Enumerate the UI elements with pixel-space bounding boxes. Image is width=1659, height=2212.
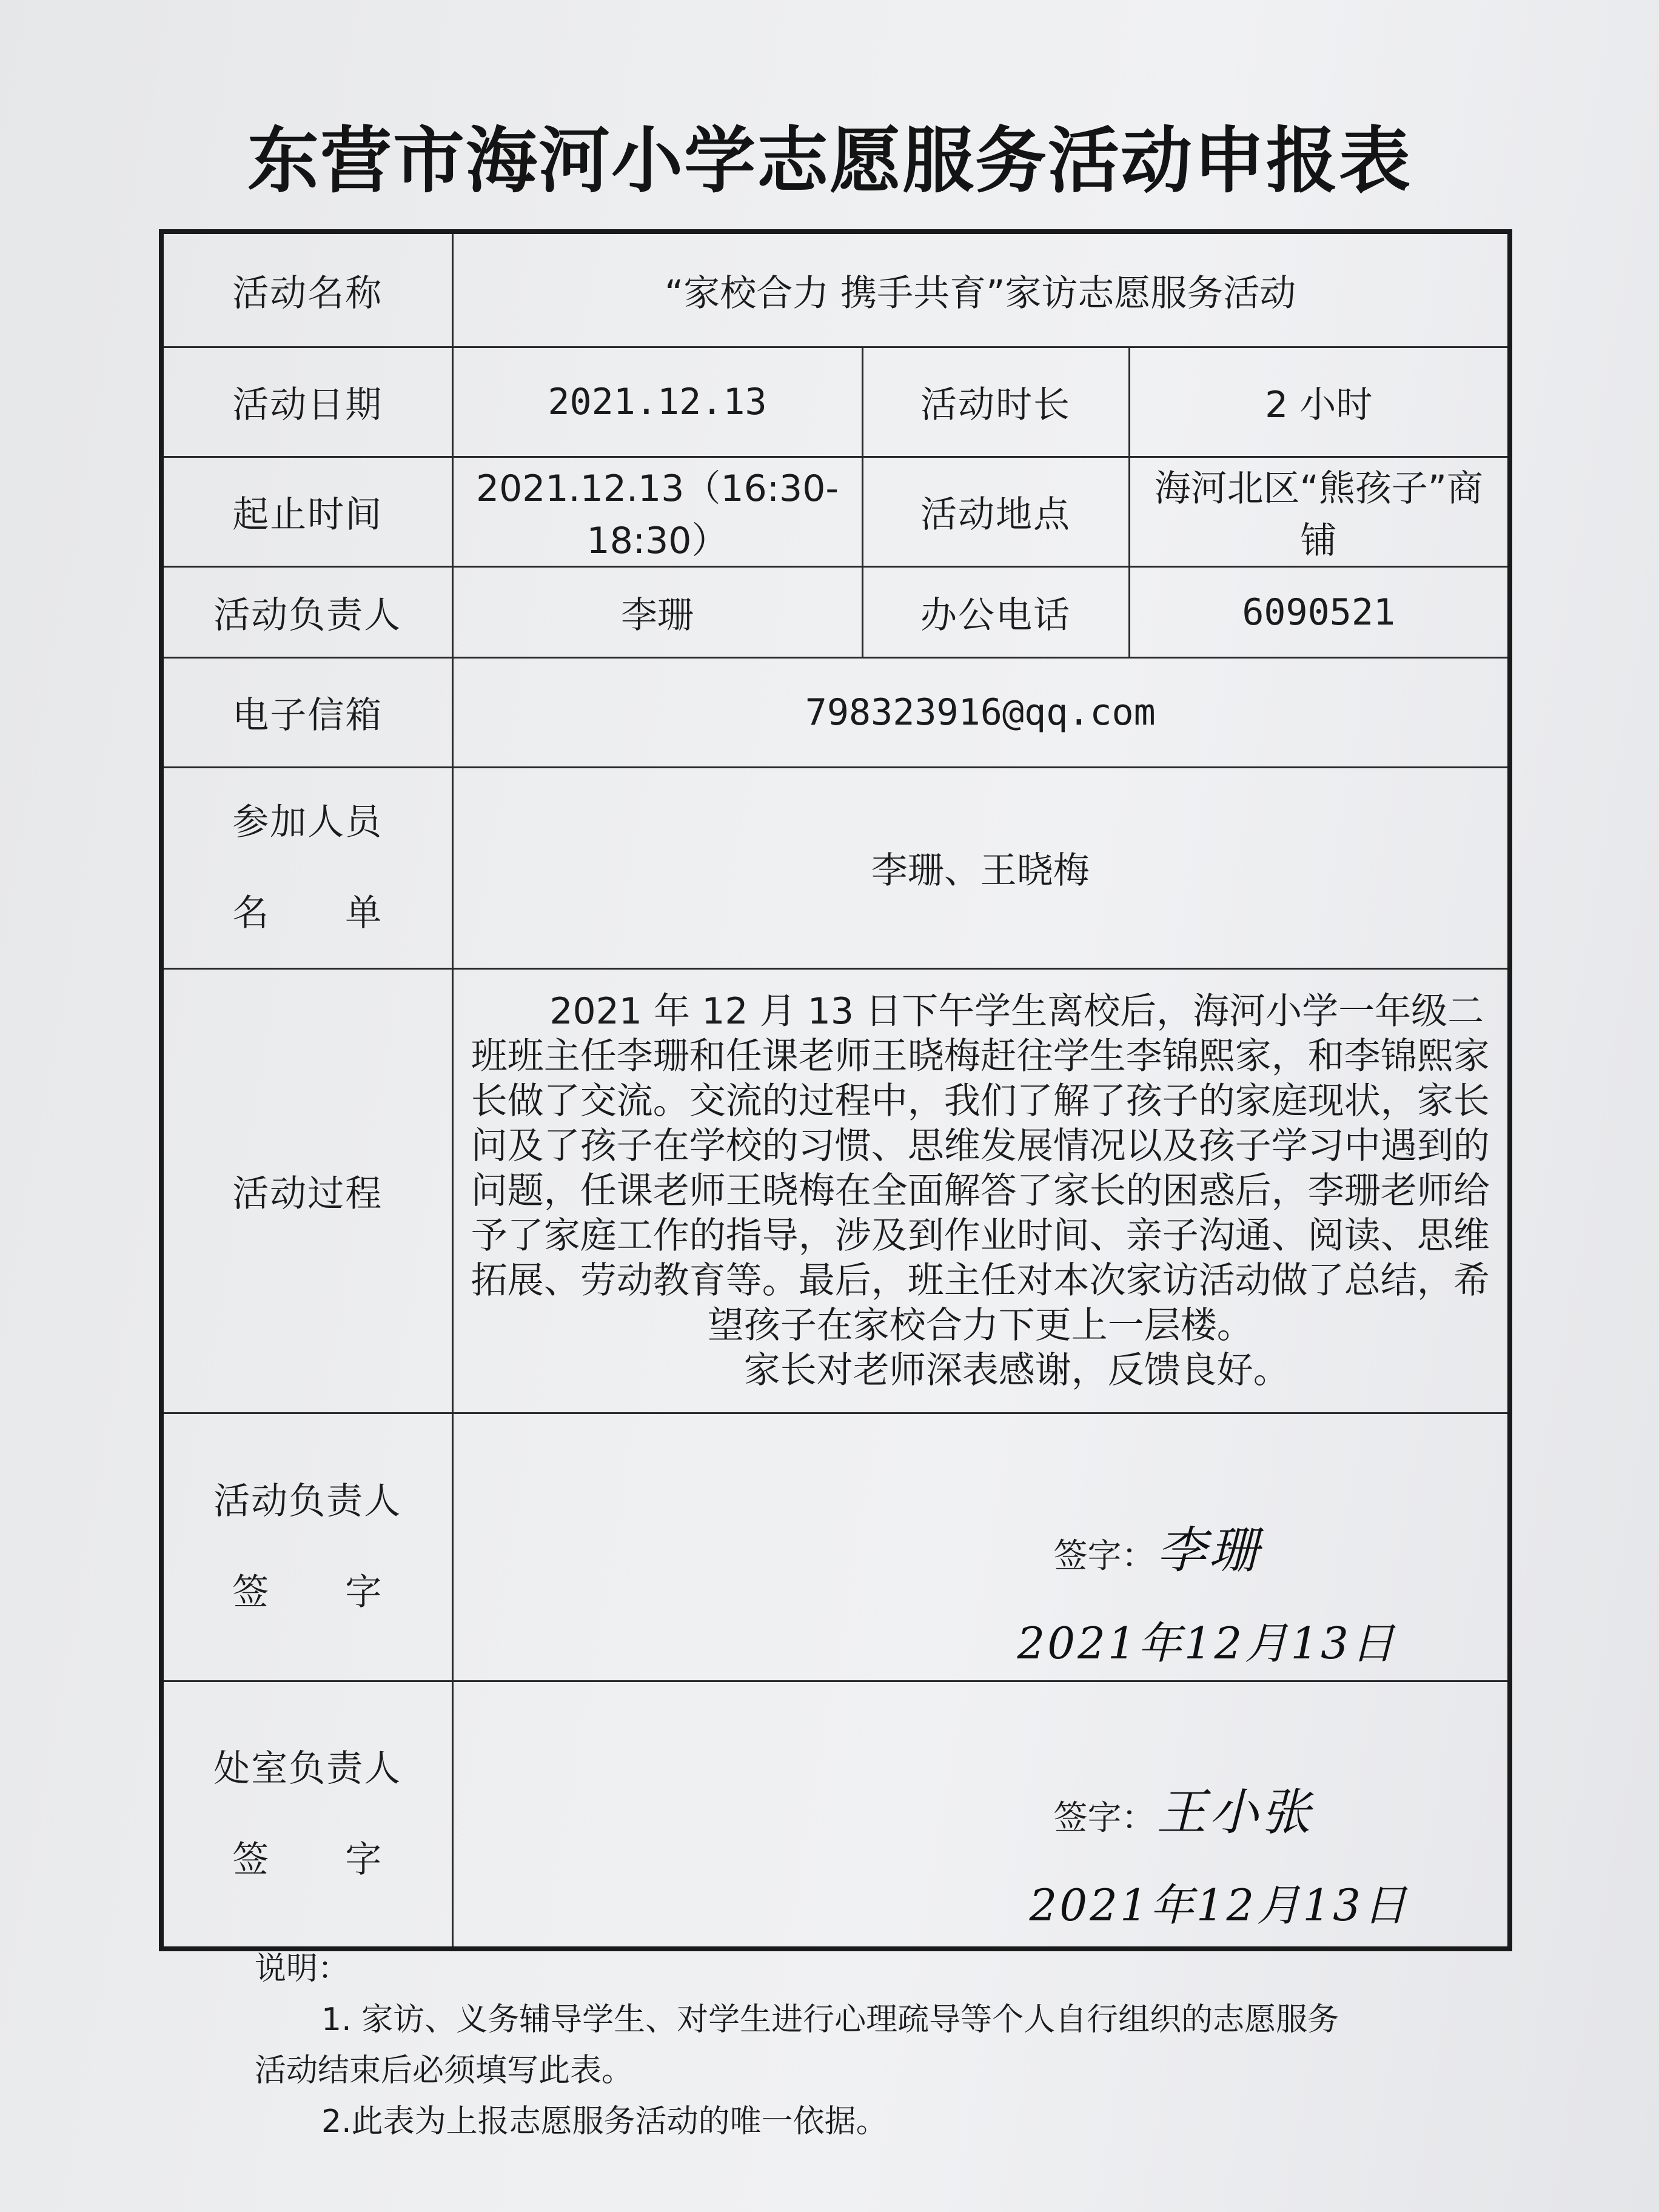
- leader-sign-label: [161, 1413, 452, 1681]
- row-activity-name: [161, 232, 1510, 347]
- leader-handwritten-signature: 李珊: [1156, 1521, 1261, 1580]
- process-paragraph-1: 2021 年 12 月 13 日下午学生离校后，海河小学一年级二班班主任李珊和任课老师王晓梅赶往学生李锦熙家，和李锦熙家长做了交流。交流的过程中，我们了解了孩子的家庭现状，家长问及了孩子在学校的习惯、思维发展情况以及孩子学习中遇到的问题，任课老师王晓梅在全面解答了家长的困惑后，李珊老师给予了家庭工作的指导，涉及到作业时间、亲子沟通、阅读、思维拓展、劳动教育等。最后，班主任对本次家访活动做了总结，希望孩子在家校合力下更上一层楼。: [471, 990, 1490, 1347]
- form-title: 东营市海河小学志愿服务活动申报表: [247, 118, 1412, 203]
- activity-name-label: 活动名称: [161, 232, 452, 347]
- leader-value: 李珊: [452, 566, 862, 658]
- members-value: 李珊、王晓梅: [452, 768, 1510, 968]
- email-label: 电子信箱: [161, 658, 452, 768]
- duration-value: 2 小时: [1129, 347, 1510, 457]
- row-time: [161, 457, 1510, 567]
- location-label: 活动地点: [862, 457, 1129, 567]
- process-content: [452, 968, 1510, 1413]
- office-sign-date: 2021年12月13日: [1029, 1879, 1409, 1931]
- row-leader-sign: [161, 1413, 1510, 1681]
- notes-item-2: 2.此表为上报志愿服务活动的唯一依据。: [321, 2103, 888, 2140]
- duration-label: 活动时长: [862, 347, 1129, 457]
- location-value: 海河北区“熊孩子”商铺: [1129, 457, 1510, 567]
- office-sign-label-line1: 处室负责人: [213, 1747, 402, 1790]
- process-paragraph-2: 家长对老师深表感谢，反馈良好。: [743, 1349, 1290, 1392]
- members-label: [161, 768, 452, 968]
- row-office-sign: [161, 1681, 1510, 1949]
- process-label: 活动过程: [161, 968, 452, 1413]
- time-label: 起止时间: [161, 457, 452, 567]
- phone-value: 6090521: [1129, 566, 1510, 658]
- members-label-line1: 参加人员: [232, 801, 383, 844]
- application-form-table: [159, 229, 1512, 1951]
- row-members: [161, 768, 1510, 968]
- notes-heading: 说明：: [255, 1951, 350, 1987]
- notes-item-1: 1. 家访、义务辅导学生、对学生进行心理疏导等个人自行组织的志愿服务: [321, 2002, 1339, 2038]
- office-sign-area: [452, 1681, 1510, 1949]
- office-sign-label: [161, 1681, 452, 1949]
- leader-sign-area: [452, 1413, 1510, 1681]
- row-process: [161, 968, 1510, 1413]
- phone-label: 办公电话: [862, 566, 1129, 658]
- leader-sign-prefix: 签字：: [1053, 1536, 1156, 1576]
- activity-name-value: “家校合力 携手共育”家访志愿服务活动: [452, 232, 1510, 347]
- notes-item-1-continued: 活动结束后必须填写此表。: [255, 2053, 634, 2089]
- leader-sign-label-line1: 活动负责人: [213, 1480, 402, 1523]
- row-email: [161, 658, 1510, 768]
- row-leader: [161, 566, 1510, 658]
- office-sign-label-line2: 签 字: [232, 1838, 383, 1881]
- time-value: 2021.12.13（16:30-18:30）: [452, 457, 862, 567]
- date-value: 2021.12.13: [452, 347, 862, 457]
- row-date: [161, 347, 1510, 457]
- email-value: 798323916@qq.com: [452, 658, 1510, 768]
- leader-sign-date: 2021年12月13日: [1017, 1617, 1397, 1669]
- date-label: 活动日期: [161, 347, 452, 457]
- leader-label: 活动负责人: [161, 566, 452, 658]
- office-handwritten-signature: 王小张: [1156, 1783, 1313, 1842]
- leader-sign-label-line2: 签 字: [232, 1571, 383, 1614]
- notes-section: [255, 1943, 1467, 2147]
- office-sign-prefix: 签字：: [1053, 1798, 1156, 1838]
- members-label-line2: 名 单: [232, 892, 383, 935]
